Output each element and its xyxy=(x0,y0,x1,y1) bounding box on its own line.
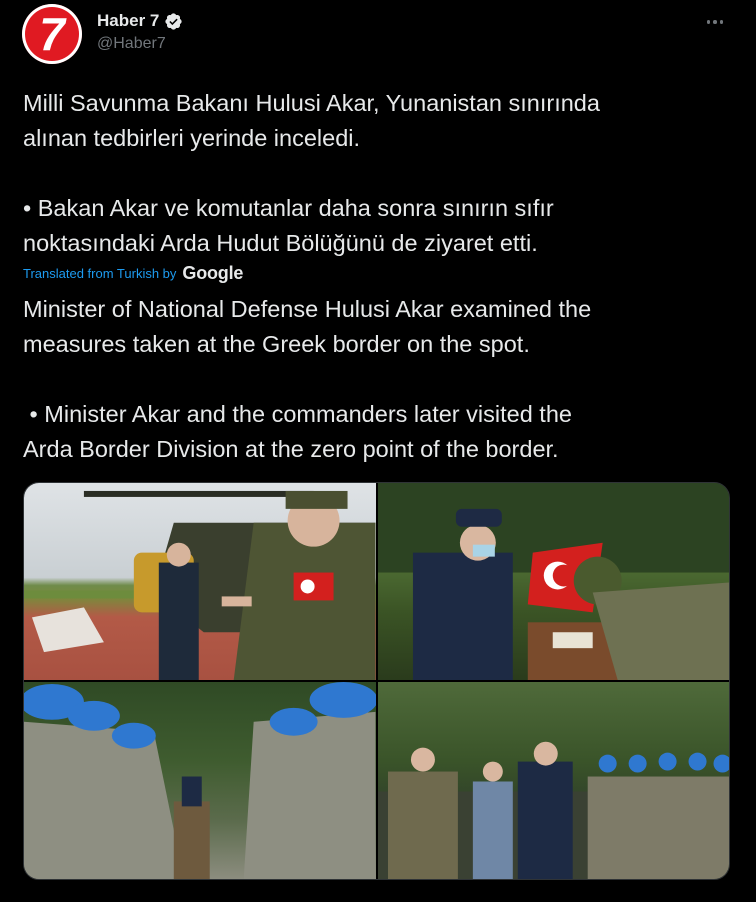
tweet-text: Milli Savunma Bakanı Hulusi Akar, Yunanistan sınırında alınan tedbirleri yerinde inceledi. • Bakan Akar ve komutanlar daha sonra sınırın sıfır noktasındaki Arda Hudut Bölüğünü de ziyaret etti. xyxy=(23,90,600,256)
more-dot xyxy=(713,20,717,24)
photo-helicopter-handshake[interactable] xyxy=(24,483,376,680)
photo-troops-illustration xyxy=(378,682,730,879)
author-display-name-row[interactable] xyxy=(97,11,183,31)
more-options-icon[interactable] xyxy=(700,12,730,32)
translated-from-label[interactable]: Translated from Turkish by xyxy=(23,266,177,281)
author-info xyxy=(97,11,183,53)
photo-troops-inspection[interactable] xyxy=(378,682,730,879)
more-dot xyxy=(720,20,724,24)
tweet-header xyxy=(22,4,734,68)
avatar-logo-text: 7 xyxy=(39,8,65,60)
photo-soldiers-ceremony[interactable] xyxy=(24,682,376,879)
photo-helicopter-illustration xyxy=(24,483,376,680)
translated-text: Minister of National Defense Hulusi Akar examined the measures taken at the Greek border on the spot. • Minister Akar and the commanders later visited the Arda Border Division at the zero point of the border. xyxy=(23,296,592,462)
google-logo: Google xyxy=(182,263,244,283)
translation-attribution[interactable] xyxy=(23,263,243,284)
photo-flag-kiss[interactable] xyxy=(378,483,730,680)
media-grid xyxy=(23,482,730,880)
photo-soldiers-illustration xyxy=(24,682,376,879)
photo-flag-illustration xyxy=(378,483,730,680)
author-handle[interactable]: @Haber7 xyxy=(97,35,166,52)
avatar[interactable] xyxy=(22,4,82,64)
author-display-name[interactable]: Haber 7 xyxy=(97,11,160,30)
verified-badge-icon xyxy=(164,12,183,31)
more-dot xyxy=(707,20,711,24)
